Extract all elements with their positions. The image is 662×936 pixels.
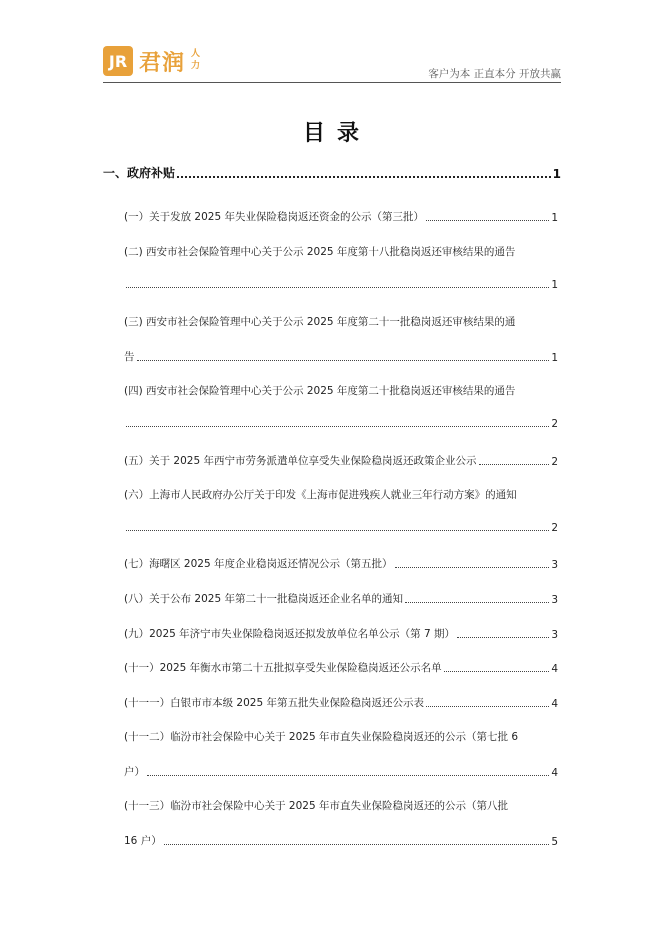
- toc-leader-dots: [137, 360, 550, 361]
- toc-leader-dots: [457, 637, 549, 638]
- toc-leader-dots: [164, 844, 550, 845]
- toc-item-text[interactable]: (三) 西安市社会保险管理中心关于公示 2025 年度第二十一批稳岗返还审核结果的通: [124, 316, 516, 328]
- toc-leader-dots: [405, 602, 549, 603]
- toc-item-text[interactable]: (六）上海市人民政府办公厅关于印发《上海市促进残疾人就业三年行动方案》的通知: [124, 489, 517, 501]
- toc-leader-dots: [426, 220, 549, 221]
- toc-item[interactable]: [124, 209, 558, 224]
- toc-item[interactable]: [124, 626, 558, 641]
- toc-item-continuation: 16 户）: [124, 835, 162, 847]
- toc-page-number: 4: [551, 698, 558, 710]
- toc-item-continuation: 告: [124, 351, 135, 363]
- toc-item[interactable]: [124, 764, 558, 779]
- toc-item-text: (十一一）白银市市本级 2025 年第五批失业保险稳岗返还公示表: [124, 697, 424, 709]
- toc-section-heading[interactable]: [103, 164, 561, 181]
- toc-item[interactable]: [124, 418, 558, 430]
- toc-page-number: 1: [552, 167, 561, 181]
- company-slogan: 客户为本 正直本分 开放共赢: [428, 68, 561, 80]
- toc-item-text[interactable]: (十一二）临汾市社会保险中心关于 2025 年市直失业保险稳岗返还的公示（第七批 6: [124, 731, 519, 743]
- toc-item-text: (九）2025 年济宁市失业保险稳岗返还拟发放单位名单公示（第 7 期）: [124, 628, 456, 640]
- company-logo-text: 君润: [139, 51, 186, 76]
- toc-page-number: 4: [551, 767, 558, 779]
- toc-leader-dots: [444, 671, 550, 672]
- toc-leader-dots: [426, 706, 549, 707]
- toc-page-number: 2: [551, 418, 558, 430]
- toc-page-number: 4: [551, 663, 558, 675]
- toc-item[interactable]: [124, 279, 558, 291]
- toc-page-number: 1: [551, 212, 558, 224]
- toc-page-number: 2: [551, 456, 558, 468]
- toc-leader-dots: [126, 426, 549, 427]
- toc-page-number: 2: [551, 522, 558, 534]
- toc-leader-dots: [126, 530, 549, 531]
- toc-leader-dots: [395, 567, 550, 568]
- toc-item[interactable]: [124, 453, 558, 468]
- toc-item[interactable]: [124, 556, 558, 571]
- toc-item-text[interactable]: (二) 西安市社会保险管理中心关于公示 2025 年度第十八批稳岗返还审核结果的通告: [124, 246, 516, 258]
- toc-item[interactable]: [124, 833, 558, 848]
- toc-leader-dots: [177, 176, 551, 178]
- company-logo-sub: 人力: [191, 49, 201, 71]
- toc-leader-dots: [147, 775, 549, 776]
- toc-item[interactable]: [124, 591, 558, 606]
- toc-item[interactable]: [124, 695, 558, 710]
- toc-item[interactable]: [124, 349, 558, 364]
- toc-item-text[interactable]: (四) 西安市社会保险管理中心关于公示 2025 年度第二十批稳岗返还审核结果的通告: [124, 385, 516, 397]
- toc-leader-dots: [126, 287, 549, 288]
- toc-item-continuation: 户）: [124, 766, 145, 778]
- toc-page-number: 5: [551, 836, 558, 848]
- page-header: [103, 44, 561, 83]
- toc-item[interactable]: [124, 522, 558, 534]
- toc-item-text: (七）海曙区 2025 年度企业稳岗返还情况公示（第五批）: [124, 558, 393, 570]
- toc-page-number: 1: [551, 352, 558, 364]
- toc-item-text: (五）关于 2025 年西宁市劳务派遣单位享受失业保险稳岗返还政策企业公示: [124, 455, 477, 467]
- toc-leader-dots: [479, 464, 550, 465]
- toc-section-label: 一、政府补贴: [103, 166, 176, 180]
- page-title: 目录: [302, 121, 371, 146]
- toc-item-text: (八）关于公布 2025 年第二十一批稳岗返还企业名单的通知: [124, 593, 403, 605]
- toc-item-text: (十一）2025 年衡水市第二十五批拟享受失业保险稳岗返还公示名单: [124, 662, 442, 674]
- toc-item[interactable]: [124, 660, 558, 675]
- toc-item-text[interactable]: (十一三）临汾市社会保险中心关于 2025 年市直失业保险稳岗返还的公示（第八批: [124, 800, 508, 812]
- toc-page-number: 3: [551, 559, 558, 571]
- company-logo-mark: JR: [103, 46, 133, 76]
- toc-item-text: (一）关于发放 2025 年失业保险稳岗返还资金的公示（第三批）: [124, 211, 424, 223]
- toc-page-number: 3: [551, 629, 558, 641]
- toc-page-number: 3: [551, 594, 558, 606]
- toc-page-number: 1: [551, 279, 558, 291]
